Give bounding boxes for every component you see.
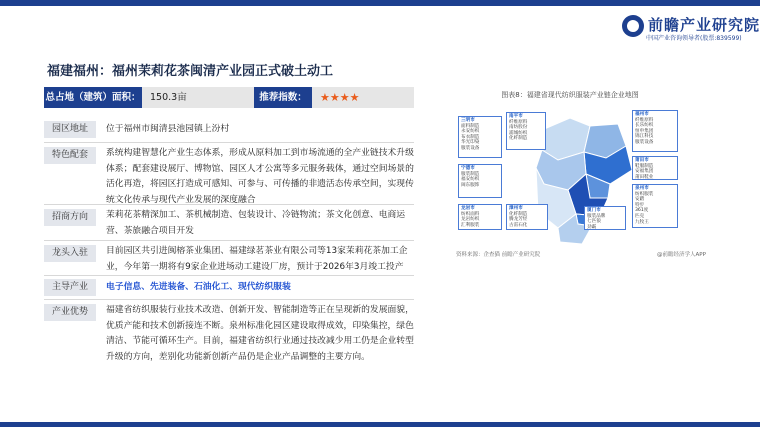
map-watermark: @前瞻经济学人APP (657, 252, 706, 258)
map-card-ningde: 宁德市 服装制造 福安纺织 闽东服饰 (458, 164, 502, 198)
row-advantages (44, 303, 414, 367)
industry-map-figure (450, 86, 690, 266)
divider (44, 240, 414, 241)
brand-logo (622, 14, 760, 46)
row-label: 园区地址 (44, 121, 96, 138)
map-card-xiamen: 厦门市 服装品牌 七匹狼 劲霸 (584, 206, 626, 230)
map-source: 资料来源：企查猫 前瞻产业研究院 (456, 252, 541, 258)
row-address (44, 121, 414, 139)
map-caption: 图表8：福建省现代纺织服装产业链企业地图 (501, 91, 639, 99)
area-value: 150.3亩 (142, 87, 254, 108)
row-industries (44, 279, 414, 297)
row-label: 招商方向 (44, 209, 96, 226)
top-accent-bar (0, 0, 760, 6)
row-text: 茉莉花茶精深加工、茶机械制造、包装设计、冷链物流；茶文化创意、电商运营、茶旅融合项目开发 (106, 210, 406, 236)
area-label: 总占地（建筑）面积： (44, 87, 142, 108)
row-label: 特色配套 (44, 147, 96, 164)
map-card-longyan: 龙岩市 纺织面料 龙岩纺织 汇利服装 (458, 204, 502, 230)
map-card-quanzhou: 泉州市 纺织服装 安踏 特步 361度 匹克 九牧王 (632, 184, 678, 228)
brand-mark-icon (622, 15, 644, 37)
row-text: 位于福州市闽清县池园镇上汾村 (106, 124, 230, 134)
map-card-nanping: 南平市 纤维原料 南纺股份 浦城纺织 化纤制造 (506, 112, 546, 150)
row-text: 福建省纺织服装行业技术改造、创新开发、智能制造等正在呈现新的发展面貌，优质产能和技术创新接连不断。泉州标准化园区建设取得成效，印染集控，绿色清洁、节能可循环生产。目前，福建省纺织行业通过技改减少用工仍是企业转型升级的方向，差别化功能新创新产品仍是企业产品调整的主要方向。 (106, 305, 414, 362)
divider (44, 204, 414, 205)
map-card-fuzhou: 福州市 纤维原料 长乐纺织 恒申集团 锦江科技 服装设备 (632, 110, 678, 152)
divider (44, 142, 414, 143)
brand-slogan: 中国产业咨询领导者(股票:839599) (646, 35, 742, 42)
row-text: 系统构建智慧化产业生态体系，形成从原料加工到市场流通的全产业链技术升级体系；配套建设展厅、博物馆、园区人才公寓等多元服务载体，通过空间场景的活化再造，将园区打造成可感知、可参与、可传播的非遗活态传承空间，实现传统文化传承与现代产业发展的深度融合 (106, 148, 414, 205)
row-leaders (44, 244, 414, 278)
row-text: 目前园区共引进闽榕茶业集团、福建绿茗茶业有限公司等13家茉莉花茶加工企业，今年第一期将有9家企业进场动工建设厂房，预计于2026年3月竣工投产 (106, 246, 408, 272)
divider (44, 299, 414, 300)
rating-label: 推荐指数： (254, 87, 312, 108)
rating-stars-icon: ★★★★ (320, 91, 360, 104)
divider (44, 275, 414, 276)
page-title: 福建福州：福州茉莉花茶闽清产业园正式破土动工 (47, 64, 334, 79)
bottom-accent-bar (0, 422, 760, 427)
row-text: 电子信息、先进装备、石油化工、现代纺织服装 (106, 282, 291, 292)
row-label: 主导产业 (44, 279, 96, 296)
row-label: 产业优势 (44, 304, 96, 321)
row-label: 龙头入驻 (44, 245, 96, 262)
rating-value (312, 87, 414, 108)
map-card-sanming: 三明市 面料制造 永安纺织 布衣制造 华光印染 服装设备 (458, 116, 502, 158)
metrics-bar (44, 87, 414, 108)
map-card-zhangzhou: 漳州市 化纤制造 腾龙芳烃 古雷石化 (506, 204, 548, 230)
map-card-putian: 莆田市 鞋服制造 安福集团 莆田鞋业 (632, 156, 678, 180)
brand-name: 前瞻产业研究院 (648, 16, 760, 34)
row-investment (44, 208, 414, 242)
row-features (44, 146, 414, 210)
